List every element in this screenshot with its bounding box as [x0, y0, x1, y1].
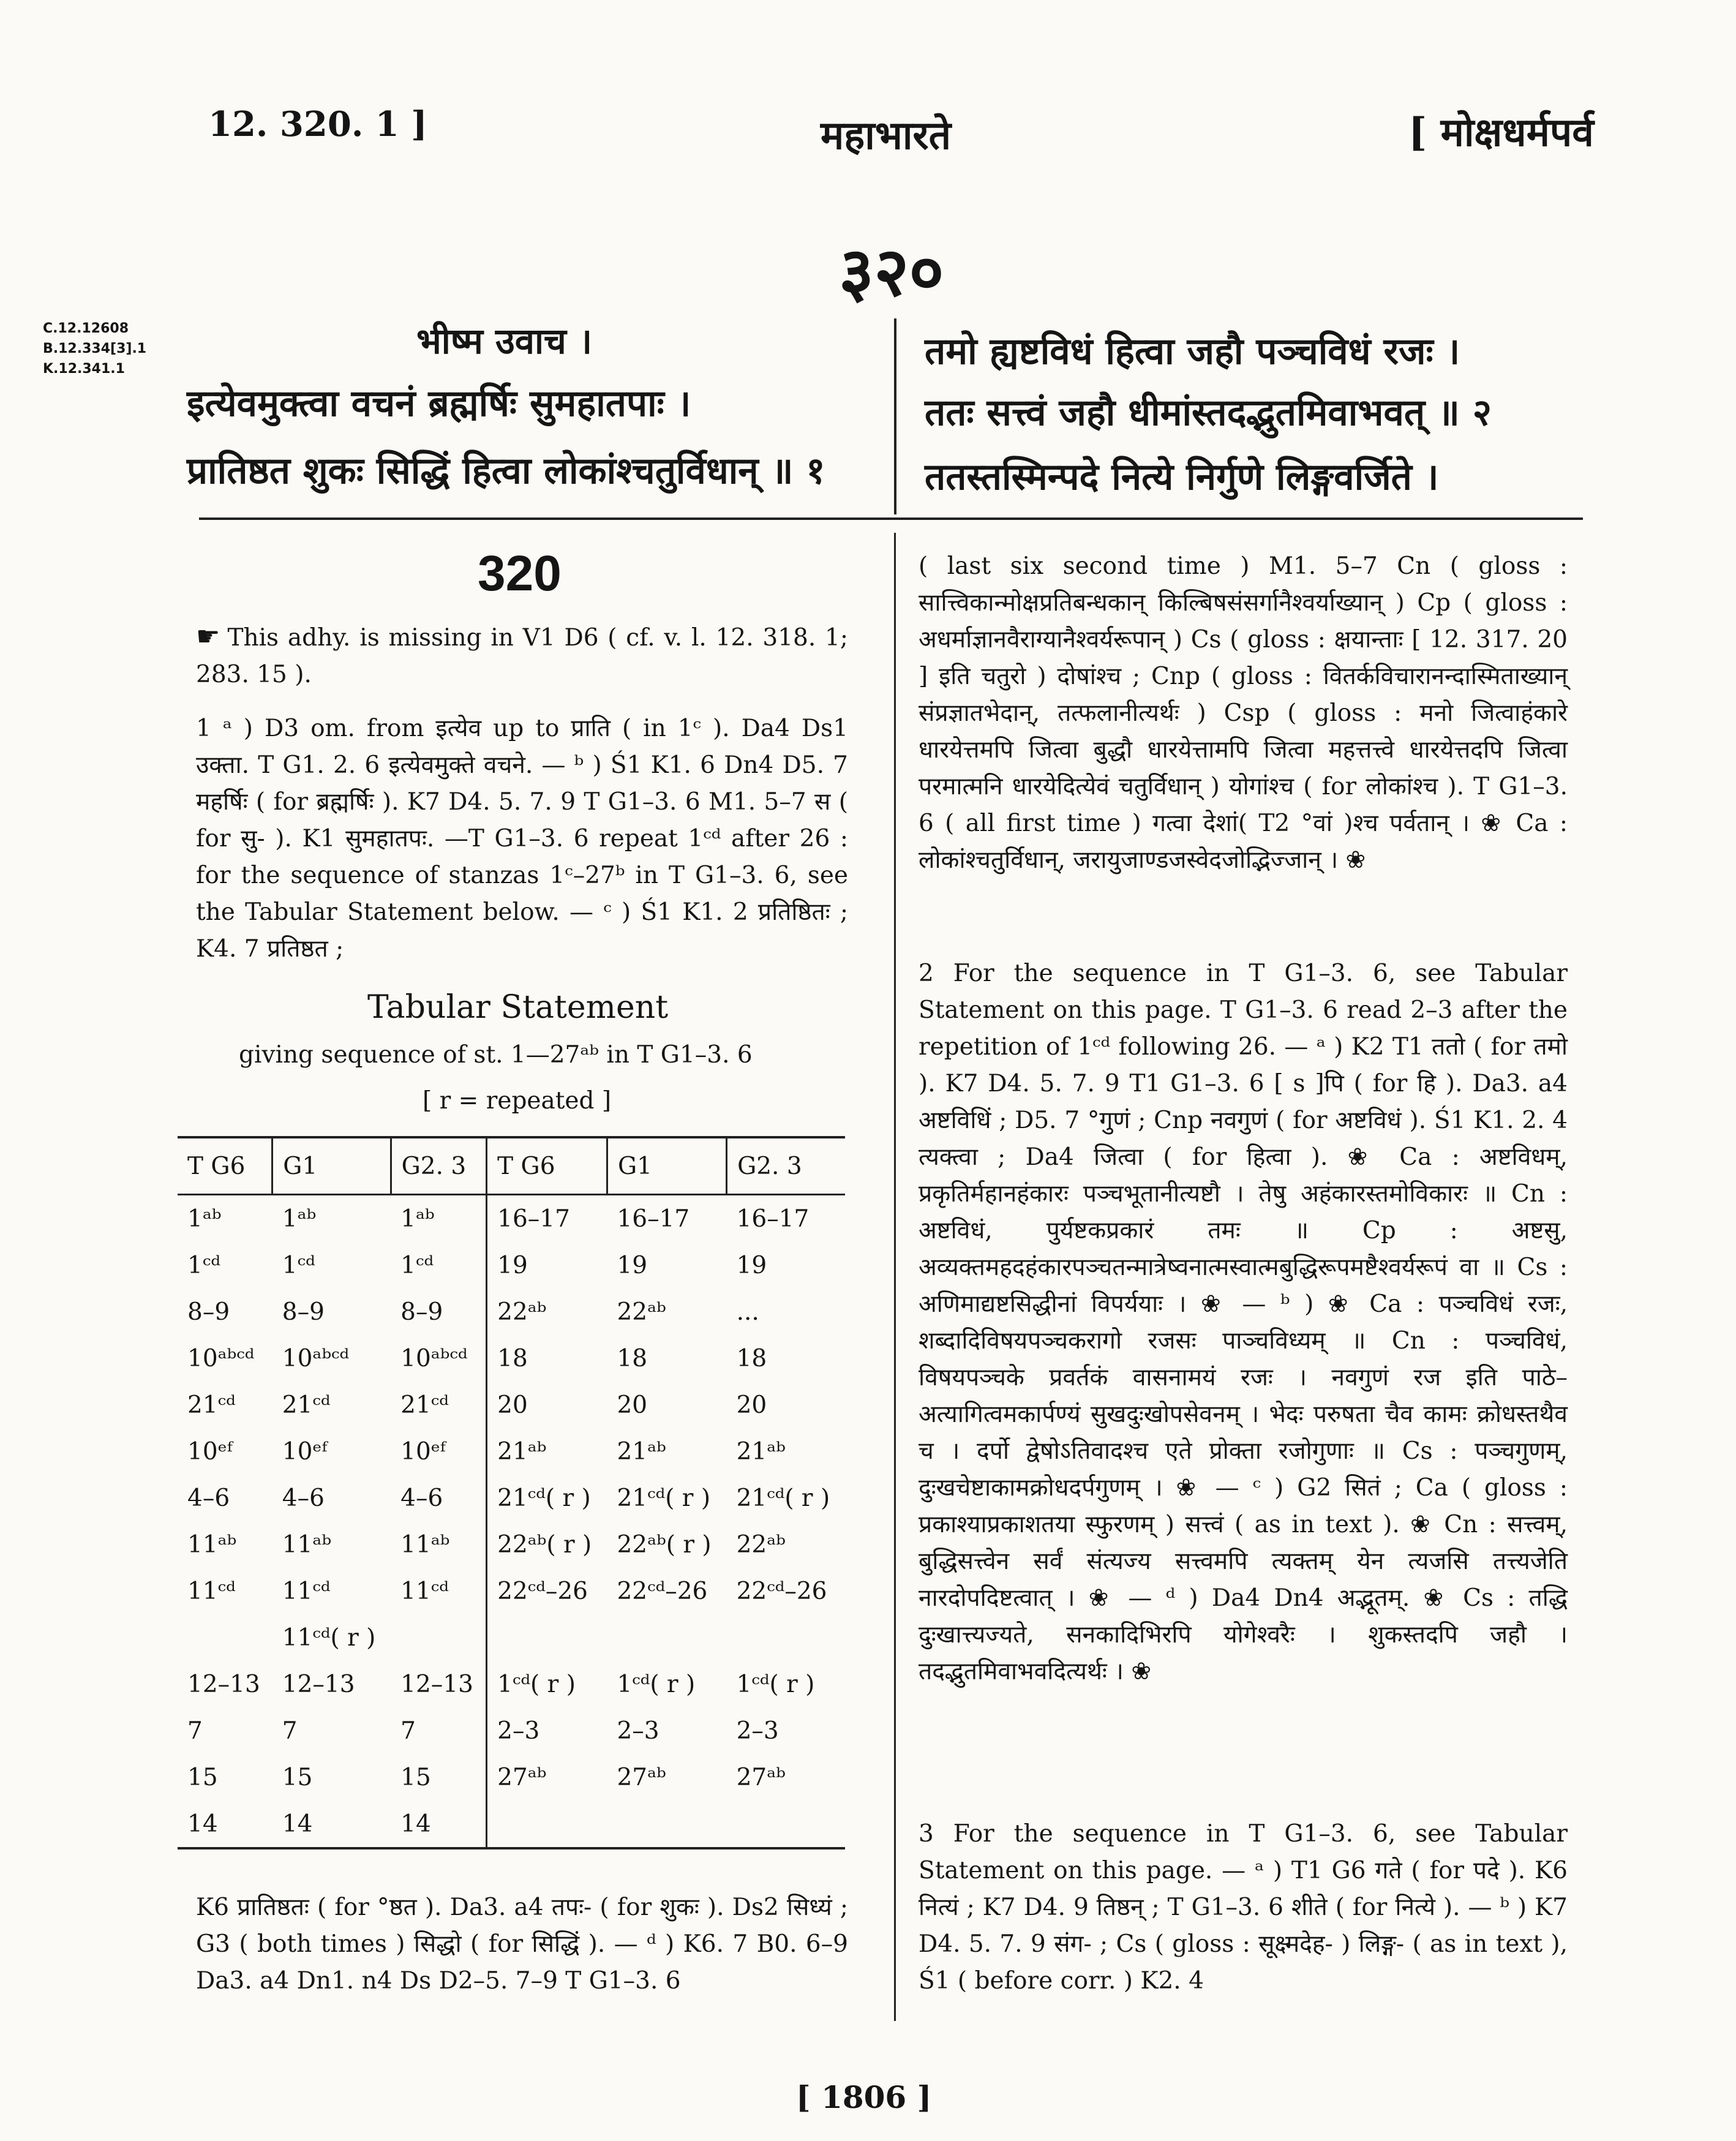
table-cell: 21ᵃᵇ [736, 1437, 786, 1466]
note-1 [196, 710, 848, 968]
table-cell: 21ᶜᵈ( r ) [617, 1484, 711, 1512]
table-header-cell: G1 [272, 1137, 391, 1195]
table-cell: 21ᶜᵈ( r ) [487, 1475, 607, 1521]
note-2-text: 2 For the sequence in T G1–3. 6, see Tabular Statement on this page. T G1–3. 6 read 2–3 after the repetition of 1ᶜᵈ following 26. — ᵃ ) K2 T1 ततो ( for तमो ). K7 D4. 5. 7. 9 T1 G1–3. 6 [ s ]पि ( for हि ). Da3. a4 अष्टविधिं ; D5. 7 °गुणं ; Cnp नवगुणं ( for अष्टविधं ). Ś1 K1. 2. 4 त्यक्त्वा ; Da4 जित्वा ( for हित्वा ). ❀ Ca : अष्टविधम्, प्रकृतिर्महानहंकारः पञ्चभूतानीत्यष्टौ । तेषु अहंकारस्तमोविकारः ॥ Cn : अष्टविधं, पुर्यष्टकप्रकारं तमः ॥ Cp : अष्टसु, अव्यक्तमहदहंकारपञ्चतन्मात्रेष्वनात्मस्वात्मबुद्धिरूपमष्टैश्वर्यरूपं वा ॥ Cs : अणिमाद्यष्टसिद्धीनां विपर्ययाः । ❀ — ᵇ ) ❀ Ca : पञ्चविधं रजः, शब्दादिविषयपञ्चकरागो रजसः पाञ्चविध्यम् ॥ Cn : पञ्चविधं, विषयपञ्चके प्रवर्तकं वासनामयं रजः । नवगुणं रज इति पाठे–अत्यागित्वमकार्पण्यं सुखदुःखोपसेवनम् । भेदः परुषता चैव कामः क्रोधस्तथैव च । दर्पो द्वेषोऽतिवादश्च एते प्रोक्ता रजोगुणाः ॥ Cs : पञ्चगुणम्, दुःखचेष्टाकामक्रोधदर्पगुणम् । ❀ — ᶜ ) G2 सितं ; Ca ( gloss : प्रकाश्याप्रकाशतया स्फुरणम् ) सत्त्वं ( as in text ). ❀ Cn : सत्त्वम्, बुद्धिसत्त्वेन सर्वं संत्यज्य सत्त्वमपि त्यक्तम् येन त्यजसि तत्त्यजेति नारदोपदिष्टत्वात् । ❀ — ᵈ ) Da4 Dn4 अद्भूतम्. ❀ Cs : तद्धि दुःखात्त्यज्यते, सनकादिभिरपि योगेश्वरैः । शुकस्तदपि जहौ । तदद्भुतमिवाभवदित्यर्थः । ❀ [919, 960, 1568, 1685]
table-cell: 2–3 [617, 1717, 659, 1745]
table-cell: 19 [617, 1251, 648, 1279]
table-row [178, 1242, 845, 1289]
adhyaya-number: 320 [478, 546, 562, 601]
table-row [178, 1800, 845, 1848]
table-header-cell: G2. 3 [391, 1137, 487, 1195]
table-cell: 1ᵃᵇ [187, 1205, 222, 1233]
table-cell: 11ᶜᵈ [282, 1577, 331, 1605]
table-cell: 15 [187, 1763, 218, 1791]
table-header-cell: T G6 [178, 1137, 272, 1195]
table-cell: 7 [187, 1717, 203, 1745]
table-cell: 18 [487, 1335, 607, 1382]
table-cell [607, 1800, 726, 1848]
table-cell: 27ᵃᵇ [487, 1754, 607, 1800]
header-reference: 12. 320. 1 ] [208, 104, 427, 145]
table-cell: 11ᵃᵇ [282, 1530, 332, 1559]
table-cell [727, 1800, 845, 1848]
table-cell: 22ᵃᵇ( r ) [617, 1530, 712, 1559]
header-section: [ मोक्षधर्मपर्व [1408, 110, 1594, 156]
verse-right-line: ततः सत्त्वं जहौ धीमांस्तदद्भुतमिवाभवत् ॥ २ [925, 391, 1492, 434]
header-title: महाभारते [821, 113, 952, 159]
tabular-statement [178, 1136, 845, 1849]
table-cell [178, 1614, 272, 1661]
table-cell: 12–13 [400, 1670, 473, 1698]
table-cell: 16–17 [736, 1205, 810, 1233]
table-cell: 10ᵉᶠ [400, 1437, 446, 1466]
verse-speaker: भीष्म उवाच । [416, 320, 593, 362]
table-cell: 21ᵃᵇ [487, 1428, 607, 1475]
table-cell: 19 [736, 1251, 767, 1279]
pointing-hand-icon: ☛ [196, 621, 220, 652]
table-row [178, 1475, 845, 1521]
intro-note [196, 619, 848, 693]
table-cell: 20 [617, 1391, 648, 1419]
table-cell: 15 [400, 1763, 431, 1791]
concordance-list [43, 318, 146, 379]
table-cell: 10ᵉᶠ [282, 1437, 328, 1466]
chapter-number-devanagari: ३२० [839, 232, 944, 311]
table-row [178, 1568, 845, 1614]
table-cell: 8–9 [187, 1298, 230, 1326]
table-header-cell: G2. 3 [727, 1137, 845, 1195]
table-cell: 14 [178, 1800, 272, 1848]
verse-right-line: तमो ह्यष्टविधं हित्वा जहौ पञ्चविधं रजः । [925, 330, 1460, 373]
table-cell: 11ᶜᵈ [187, 1577, 236, 1605]
table-cell: 12–13 [187, 1670, 260, 1698]
concordance-c: C.12.12608 [43, 321, 129, 336]
table-cell: 2–3 [736, 1717, 779, 1745]
note-2 [919, 955, 1568, 1690]
table-row [178, 1707, 845, 1754]
verse-right-line: ततस्तस्मिन्पदे नित्ये निर्गुणे लिङ्गवर्जिते । [925, 456, 1439, 499]
page-number: [ 1806 ] [796, 2079, 932, 2115]
table-cell: 22ᶜᵈ–26 [617, 1577, 708, 1605]
table-cell: 10ᵃᵇᶜᵈ [187, 1344, 255, 1372]
table-cell: 1ᵃᵇ [282, 1205, 317, 1233]
table-cell: 14 [391, 1800, 487, 1848]
table-cell [727, 1614, 845, 1661]
table-cell: 10ᵃᵇᶜᵈ [282, 1344, 350, 1372]
table-cell: 4–6 [282, 1484, 325, 1512]
table-cell: 4–6 [187, 1484, 230, 1512]
note-1-continued [196, 1889, 848, 2000]
note-1-end-text: ( last six second time ) M1. 5–7 Cn ( gloss : सात्त्विकान्मोक्षप्रतिबन्धकान् किल्बिषसंसर्गानैश्वर्याख्यान् ) Cp ( gloss : अधर्माज्ञानवैराग्यानैश्वर्यरूपान् ) Cs ( gloss : क्षयान्ताः [ 12. 317. 20 ] इति चतुरो ) दोषांश्च ; Cnp ( gloss : वितर्कविचारानन्दास्मिताख्यान् संप्रज्ञातभेदान्, तत्फलानीत्यर्थः ) Csp ( gloss : मनो जित्वाहंकारे धारयेत्तमपि जित्वा बुद्धौ धारयेत्तामपि जित्वा महत्तत्त्वे धारयेत्तदपि जित्वा परमात्मनि धारयेदित्येवं चतुर्विधान् ) योगांश्च ( for लोकांश्च ). T G1–3. 6 ( all first time ) गत्वा देशां( T2 °वां )श्च पर्वतान् । ❀ Ca : लोकांश्चतुर्विधान्, जरायुजाण्डजस्वेदजोद्भिज्जान् । ❀ [919, 552, 1568, 874]
table-subtitle: giving sequence of st. 1—27ᵃᵇ in T G1–3. 6 [239, 1041, 753, 1069]
table-cell: 7 [282, 1717, 298, 1745]
table-cell: 1ᶜᵈ [282, 1251, 315, 1279]
table-cell: 22ᶜᵈ–26 [736, 1577, 827, 1605]
table-cell: 1ᶜᵈ [187, 1251, 220, 1279]
verse-divider [894, 318, 896, 514]
table-cell: 11ᶜᵈ [400, 1577, 449, 1605]
table-title: Tabular Statement [367, 989, 669, 1026]
table-cell: 4–6 [400, 1484, 443, 1512]
table-cell: 22ᵃᵇ [736, 1530, 786, 1559]
table-cell: 7 [400, 1717, 416, 1745]
note-1-continued-text: K6 प्रातिष्ठतः ( for °ष्ठत ). Da3. a4 तपः- ( for शुकः ). Ds2 सिध्यं ; G3 ( both times ) सिद्धो ( for सिद्धिं ). — ᵈ ) K6. 7 B0. 6–9 Da3. a4 Dn1. n4 Ds D2–5. 7–9 T G1–3. 6 [196, 1894, 848, 1995]
note-1-text: 1 ᵃ ) D3 om. from इत्येव up to प्राति ( in 1ᶜ ). Da4 Ds1 उक्ता. T G1. 2. 6 इत्येवमुक्ते वचने. — ᵇ ) Ś1 K1. 6 Dn4 D5. 7 महर्षिः ( for ब्रह्मर्षिः ). K7 D4. 5. 7. 9 T G1–3. 6 M1. 5–7 स ( for सु- ). K1 सुमहातपः. —T G1–3. 6 repeat 1ᶜᵈ after 26 : for the sequence of stanzas 1ᶜ–27ᵇ in T G1–3. 6, see the Tabular Statement below. — ᶜ ) Ś1 K1. 2 प्रतिष्ठितः ; K4. 7 प्रतिष्ठत ; [196, 715, 848, 963]
table-cell: 21ᶜᵈ( r ) [736, 1484, 830, 1512]
table-row [178, 1428, 845, 1475]
table-cell: 21ᶜᵈ [400, 1391, 449, 1419]
note-3-text: 3 For the sequence in T G1–3. 6, see Tabular Statement on this page. — ᵃ ) T1 G6 गते ( for पदे ). K6 नित्यं ; K7 D4. 9 तिष्ठन् ; T G1–3. 6 शीते ( for नित्ये ). — ᵇ ) K7 D4. 5. 7. 9 संग- ; Cs ( gloss : सूक्ष्मदेह- ) लिङ्ग- ( as in text ), Ś1 ( before corr. ) K2. 4 [919, 1820, 1568, 1995]
table-cell: 1ᵃᵇ [400, 1205, 435, 1233]
table-header-row [178, 1137, 845, 1195]
table-cell: 22ᵃᵇ [487, 1289, 607, 1335]
table-cell: 20 [487, 1382, 607, 1428]
intro-text: This adhy. is missing in V1 D6 ( cf. v. l. 12. 318. 1; 283. 15 ). [196, 624, 848, 688]
table-cell: 11ᵃᵇ [400, 1530, 450, 1559]
table-cell: 27ᵃᵇ [617, 1763, 666, 1791]
table-header-cell: G1 [607, 1137, 726, 1195]
table-row [178, 1661, 845, 1707]
concordance-k: K.12.341.1 [43, 361, 125, 377]
table-cell: 15 [282, 1763, 313, 1791]
table-cell: 18 [617, 1344, 648, 1372]
note-3 [919, 1816, 1568, 2000]
table-cell: 16–17 [617, 1205, 690, 1233]
table-cell: 1ᶜᵈ [400, 1251, 434, 1279]
table-cell: 8–9 [400, 1298, 443, 1326]
table-cell: 22ᶜᵈ–26 [487, 1568, 607, 1614]
table-cell: 1ᶜᵈ( r ) [487, 1661, 607, 1707]
table-row [178, 1754, 845, 1800]
table-cell: 22ᵃᵇ [617, 1298, 666, 1326]
table-cell: 1ᶜᵈ( r ) [736, 1670, 815, 1698]
table-cell: 11ᵃᵇ [187, 1530, 237, 1559]
section-rule [199, 517, 1583, 520]
table-cell: 8–9 [282, 1298, 325, 1326]
table-row [178, 1614, 845, 1661]
note-1-end [919, 548, 1568, 879]
table-cell: 12–13 [282, 1670, 355, 1698]
verse-left-line: इत्येवमुक्त्वा वचनं ब्रह्मर्षिः सुमहातपाः । [187, 382, 691, 425]
table-row [178, 1382, 845, 1428]
table-row [178, 1289, 845, 1335]
table-cell: 11ᶜᵈ( r ) [282, 1624, 376, 1652]
table-cell: 10ᵃᵇᶜᵈ [400, 1344, 468, 1372]
table-cell [391, 1614, 487, 1661]
table-row [178, 1195, 845, 1243]
table-row [178, 1521, 845, 1568]
table-cell: 1ᶜᵈ( r ) [617, 1670, 696, 1698]
column-divider [894, 533, 896, 2021]
table-cell: 16–17 [487, 1195, 607, 1243]
table-cell [487, 1800, 607, 1848]
table-cell: 27ᵃᵇ [736, 1763, 786, 1791]
table-cell: ... [736, 1298, 759, 1326]
table-cell: 21ᶜᵈ [187, 1391, 236, 1419]
table-cell: 20 [736, 1391, 767, 1419]
verse-left-line: प्रातिष्ठत शुकः सिद्धिं हित्वा लोकांश्चतुर्विधान् ॥ १ [187, 450, 825, 492]
table-legend: [ r = repeated ] [423, 1087, 612, 1115]
concordance-b: B.12.334[3].1 [43, 341, 147, 356]
table-cell: 14 [272, 1800, 391, 1848]
table-cell: 2–3 [487, 1707, 607, 1754]
table-cell: 21ᵃᵇ [617, 1437, 666, 1466]
table-cell: 19 [487, 1242, 607, 1289]
table-cell: 21ᶜᵈ [282, 1391, 331, 1419]
table-cell [487, 1614, 607, 1661]
table-header-cell: T G6 [487, 1137, 607, 1195]
table-cell [607, 1614, 726, 1661]
table-row [178, 1335, 845, 1382]
table-cell: 22ᵃᵇ( r ) [487, 1521, 607, 1568]
table-cell: 18 [736, 1344, 767, 1372]
table-cell: 10ᵉᶠ [187, 1437, 233, 1466]
